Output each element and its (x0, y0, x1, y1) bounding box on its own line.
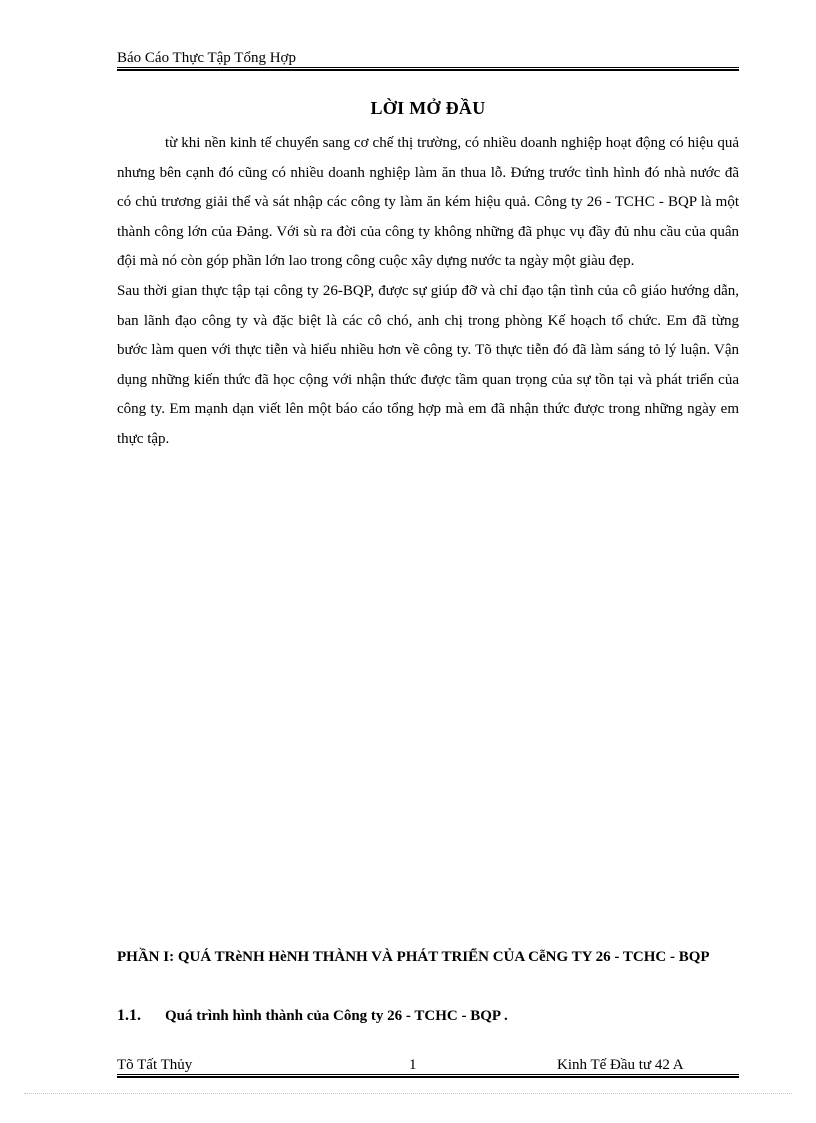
section-heading: PHẦN I: QUÁ TRèNH HèNH THÀNH VÀ PHÁT TRIỂN CỦA CễNG TY 26 - TCHC - BQP (117, 949, 710, 965)
header-rule (117, 67, 739, 68)
footer-class-label: Kinh Tế Đầu tư 42 A (557, 1057, 684, 1073)
subsection-heading (117, 1004, 739, 1028)
document-title: LỜI MỞ ĐẦU (370, 98, 486, 118)
footer-rule (117, 1074, 739, 1075)
page-bottom-border (24, 1093, 792, 1094)
header-title: Báo Cáo Thực Tập Tổng Hợp (117, 50, 296, 66)
subsection-number: 1.1. (117, 1007, 141, 1024)
paragraph-internship: Sau thời gian thực tập tại công ty 26-BQP, được sự giúp đỡ và chỉ đạo tận tình của cô giáo hướng dẫn, ban lãnh đạo công ty và đặc biệt là các cô chó, anh chị trong phòng Kế hoạch tổ chức. Em đã từng bước làm quen với thực tiễn và hiểu nhiều hơn về công ty. Tõ thực tiễn đó đã làm sáng tỏ lý luận. Vận dụng những kiến thức đã học cộng với nhận thức được tầm quan trọng của sự tồn tại và phát triển của công ty. Em mạnh dạn viết lên một báo cáo tổng hợp mà em đã nhận thức được trong những ngày em thực tập. (117, 282, 739, 447)
footer-page-number: 1 (409, 1057, 417, 1073)
subsection-title: Quá trình hình thành của Công ty 26 - TCHC - BQP . (165, 1008, 508, 1024)
document-body (117, 129, 739, 455)
paragraph-intro: từ khi nền kinh tế chuyển sang cơ chế thị trường, có nhiều doanh nghiệp hoạt động có hiệu quả nhưng bên cạnh đó cũng có nhiều doanh nghiệp làm ăn thua lỗ. Đứng trước tình hình đó nhà nước đã có chủ trương giải thể và sát nhập các công ty làm ăn kém hiệu quả. Công ty 26 - TCHC - BQP là một thành công lớn của Đảng. Với sù ra đời của công ty không những đã phục vụ đầy đủ nhu cầu của quân đội mà nó còn góp phần lớn lao trong công cuộc xây dựng nước ta ngày một giàu đẹp. (117, 135, 739, 270)
page-footer (117, 1056, 739, 1074)
footer-author: Tõ Tất Thủy (117, 1057, 193, 1073)
page-header (117, 49, 739, 67)
